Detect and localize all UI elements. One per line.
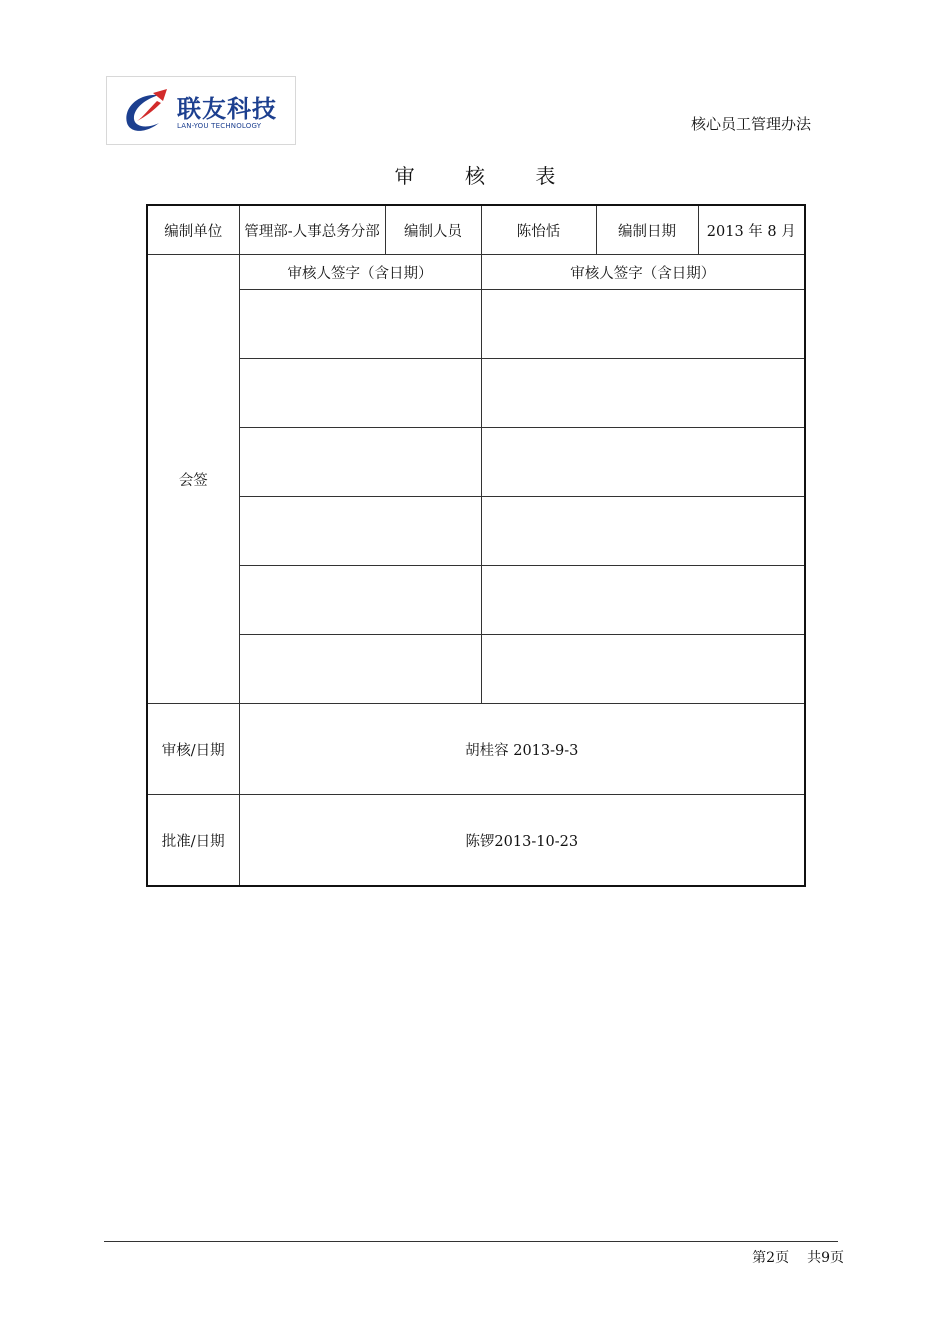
page-heading: 审 核 表: [394, 164, 578, 188]
swoosh-logo-icon: [119, 87, 179, 137]
review-table: [146, 204, 806, 887]
table-row: [147, 428, 805, 497]
signature-cell: [239, 566, 481, 635]
signature-column-header: 审核人签字（含日期）: [239, 255, 481, 290]
signature-cell: [239, 635, 481, 704]
company-logo: [106, 76, 296, 145]
signature-cell: [481, 497, 805, 566]
page-number: [752, 1247, 844, 1267]
approval-value: 陈锣2013-10-23: [239, 795, 805, 887]
review-value: 胡桂容 2013-9-3: [239, 704, 805, 795]
signature-cell: [239, 428, 481, 497]
signature-column-header: 审核人签字（含日期）: [481, 255, 805, 290]
signature-cell: [481, 290, 805, 359]
date-label: 编制日期: [596, 205, 698, 255]
table-row: [147, 635, 805, 704]
signature-cell: [239, 359, 481, 428]
document-title: 核心员工管理办法: [690, 115, 811, 133]
editor-value: 陈怡恬: [481, 205, 596, 255]
signature-cell: [239, 497, 481, 566]
current-page: 第2页: [752, 1250, 790, 1266]
unit-label: 编制单位: [147, 205, 239, 255]
table-row-countersign-header: [147, 255, 805, 290]
logo-name-cn: 联友科技: [177, 95, 277, 123]
table-row: [147, 290, 805, 359]
approval-label: 批准/日期: [147, 795, 239, 887]
logo-name-en: LAN-YOU TECHNOLOGY: [177, 122, 262, 130]
signature-cell: [239, 290, 481, 359]
review-label: 审核/日期: [147, 704, 239, 795]
total-pages: 共9页: [807, 1250, 844, 1266]
table-row: [147, 359, 805, 428]
signature-cell: [481, 566, 805, 635]
signature-cell: [481, 428, 805, 497]
unit-value: 管理部-人事总务分部: [239, 205, 385, 255]
table-row-header-info: [147, 205, 805, 255]
date-value: 2013 年 8 月: [698, 205, 805, 255]
table-row: [147, 497, 805, 566]
table-row-approval: [147, 795, 805, 887]
table-row: [147, 566, 805, 635]
countersign-label: 会签: [147, 255, 239, 704]
signature-cell: [481, 359, 805, 428]
footer-divider: [104, 1241, 838, 1242]
editor-label: 编制人员: [385, 205, 481, 255]
signature-cell: [481, 635, 805, 704]
table-row-review: [147, 704, 805, 795]
